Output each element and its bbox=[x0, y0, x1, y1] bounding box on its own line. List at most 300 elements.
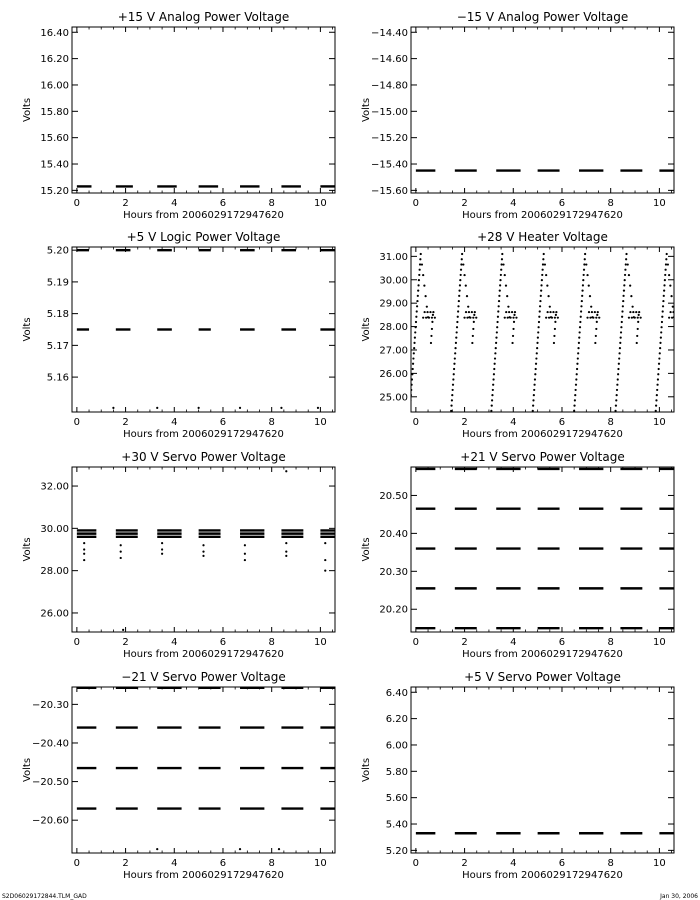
y-tick-label: 16.20 bbox=[40, 54, 69, 66]
data-point bbox=[625, 263, 627, 265]
data-point bbox=[504, 317, 506, 319]
data-point bbox=[466, 295, 468, 297]
data-point bbox=[498, 305, 500, 307]
data-point bbox=[659, 352, 661, 354]
data-point bbox=[575, 378, 577, 380]
data-point bbox=[120, 557, 122, 559]
data-point bbox=[498, 300, 500, 302]
data-point bbox=[665, 258, 667, 260]
data-point bbox=[595, 335, 597, 337]
data-point bbox=[499, 284, 501, 286]
data-point bbox=[83, 542, 85, 544]
data-series bbox=[77, 470, 335, 631]
x-tick-label: 8 bbox=[607, 858, 614, 869]
data-point bbox=[496, 321, 498, 323]
data-point bbox=[465, 285, 467, 287]
data-point bbox=[677, 328, 679, 330]
y-tick-label: 28.00 bbox=[379, 322, 408, 334]
data-point bbox=[661, 316, 663, 318]
data-point bbox=[617, 378, 619, 380]
data-point bbox=[659, 347, 661, 349]
x-tick-label: 8 bbox=[607, 637, 614, 648]
data-point bbox=[426, 311, 428, 313]
chart-panel-3 bbox=[22, 230, 335, 440]
data-point bbox=[499, 290, 501, 292]
y-tick-label: 20.30 bbox=[379, 566, 408, 578]
y-axis-label: Volts bbox=[22, 97, 33, 123]
data-point bbox=[453, 373, 455, 375]
data-point bbox=[537, 331, 539, 333]
data-point bbox=[660, 331, 662, 333]
data-point bbox=[542, 269, 544, 271]
data-point bbox=[532, 399, 534, 401]
data-point bbox=[595, 328, 597, 330]
data-point bbox=[582, 284, 584, 286]
data-point bbox=[621, 321, 623, 323]
data-point bbox=[545, 317, 547, 319]
data-point bbox=[500, 274, 502, 276]
data-point bbox=[551, 317, 553, 319]
chart-title: +15 V Analog Power Voltage bbox=[117, 10, 290, 24]
data-point bbox=[590, 306, 592, 308]
data-point bbox=[540, 295, 542, 297]
data-point bbox=[676, 335, 678, 337]
y-tick-label: 5.80 bbox=[385, 766, 408, 778]
data-point bbox=[494, 363, 496, 365]
data-point bbox=[658, 357, 660, 359]
x-tick-label: 2 bbox=[122, 198, 129, 209]
data-point bbox=[620, 337, 622, 339]
data-point bbox=[463, 274, 465, 276]
data-point bbox=[511, 342, 513, 344]
data-point bbox=[615, 399, 617, 401]
data-point bbox=[579, 326, 581, 328]
data-point bbox=[495, 342, 497, 344]
y-tick-label: 20.50 bbox=[379, 490, 408, 502]
data-point bbox=[434, 317, 436, 319]
data-point bbox=[677, 317, 679, 319]
footer-date: Jan 30, 2006 bbox=[660, 893, 698, 900]
data-point bbox=[471, 342, 473, 344]
data-point bbox=[500, 269, 502, 271]
data-point bbox=[533, 394, 535, 396]
data-series bbox=[409, 253, 682, 412]
data-point bbox=[656, 389, 658, 391]
data-point bbox=[285, 470, 287, 472]
chart-title: −15 V Analog Power Voltage bbox=[456, 10, 629, 24]
y-tick-label: 16.40 bbox=[40, 27, 69, 39]
data-point bbox=[678, 311, 680, 313]
data-point bbox=[586, 274, 588, 276]
x-tick-label: 6 bbox=[558, 637, 566, 648]
chart-panel-4 bbox=[361, 230, 682, 440]
data-point bbox=[280, 407, 282, 409]
y-tick-label: 26.00 bbox=[40, 608, 69, 620]
data-point bbox=[595, 317, 597, 319]
data-point bbox=[676, 342, 678, 344]
x-tick-label: 6 bbox=[558, 198, 566, 209]
y-tick-label: 15.40 bbox=[40, 159, 69, 171]
data-point bbox=[535, 363, 537, 365]
data-point bbox=[458, 300, 460, 302]
data-point bbox=[630, 295, 632, 297]
data-point bbox=[452, 384, 454, 386]
data-point bbox=[415, 321, 417, 323]
data-point bbox=[410, 389, 412, 391]
data-point bbox=[588, 285, 590, 287]
data-point bbox=[539, 305, 541, 307]
data-point bbox=[120, 551, 122, 553]
data-point bbox=[597, 311, 599, 313]
data-point bbox=[678, 314, 680, 316]
x-tick-label: 4 bbox=[171, 417, 178, 428]
y-tick-label: 30.00 bbox=[379, 275, 408, 287]
data-point bbox=[500, 263, 502, 265]
x-tick-label: 2 bbox=[461, 198, 468, 209]
data-point bbox=[615, 405, 617, 407]
y-tick-label: 28.00 bbox=[40, 566, 69, 578]
data-point bbox=[581, 290, 583, 292]
data-point bbox=[491, 405, 493, 407]
y-axis-label: Volts bbox=[361, 757, 372, 783]
data-point bbox=[660, 326, 662, 328]
data-point bbox=[432, 311, 434, 313]
data-point bbox=[655, 405, 657, 407]
y-tick-label: 5.19 bbox=[46, 277, 69, 289]
data-point bbox=[541, 279, 543, 281]
plot-frame bbox=[411, 687, 674, 853]
data-point bbox=[244, 559, 246, 561]
data-point bbox=[617, 368, 619, 370]
data-point bbox=[419, 263, 421, 265]
x-tick-label: 0 bbox=[73, 198, 81, 209]
data-point bbox=[665, 263, 667, 265]
data-point bbox=[555, 314, 557, 316]
data-point bbox=[533, 389, 535, 391]
data-point bbox=[598, 317, 600, 319]
data-point bbox=[422, 317, 424, 319]
data-point bbox=[618, 363, 620, 365]
data-point bbox=[669, 311, 671, 313]
plot-frame bbox=[72, 27, 335, 193]
data-point bbox=[549, 306, 551, 308]
y-axis-label: Volts bbox=[361, 317, 372, 342]
data-point bbox=[458, 290, 460, 292]
data-point bbox=[588, 311, 590, 313]
data-point bbox=[640, 317, 642, 319]
data-point bbox=[83, 548, 85, 550]
x-tick-label: 2 bbox=[122, 417, 129, 428]
data-point bbox=[493, 373, 495, 375]
data-point bbox=[419, 258, 421, 260]
data-point bbox=[456, 321, 458, 323]
data-point bbox=[542, 263, 544, 265]
data-point bbox=[589, 295, 591, 297]
data-point bbox=[425, 295, 427, 297]
x-tick-label: 0 bbox=[412, 858, 420, 869]
data-point bbox=[584, 253, 586, 255]
data-point bbox=[498, 295, 500, 297]
x-tick-label: 0 bbox=[73, 637, 81, 648]
data-point bbox=[490, 410, 492, 412]
data-point bbox=[202, 551, 204, 553]
x-tick-label: 4 bbox=[171, 637, 178, 648]
data-point bbox=[244, 553, 246, 555]
x-axis-label: Hours from 2006029172947620 bbox=[462, 210, 623, 221]
data-point bbox=[501, 258, 503, 260]
data-point bbox=[83, 559, 85, 561]
data-point bbox=[461, 253, 463, 255]
data-point bbox=[670, 295, 672, 297]
data-point bbox=[549, 311, 551, 313]
data-point bbox=[675, 311, 677, 313]
y-tick-label: 30.00 bbox=[40, 523, 69, 535]
data-point bbox=[494, 352, 496, 354]
x-axis-label: Hours from 2006029172947620 bbox=[462, 870, 623, 881]
data-point bbox=[629, 285, 631, 287]
data-point bbox=[660, 337, 662, 339]
data-point bbox=[418, 279, 420, 281]
data-point bbox=[614, 410, 616, 412]
chart-panel-8 bbox=[361, 670, 674, 881]
plot-frame bbox=[72, 687, 335, 853]
data-point bbox=[554, 317, 556, 319]
data-point bbox=[663, 284, 665, 286]
data-point bbox=[161, 542, 163, 544]
data-point bbox=[583, 263, 585, 265]
data-point bbox=[637, 321, 639, 323]
data-point bbox=[544, 263, 546, 265]
data-point bbox=[622, 305, 624, 307]
data-point bbox=[453, 363, 455, 365]
x-tick-label: 4 bbox=[510, 637, 517, 648]
data-point bbox=[413, 342, 415, 344]
data-point bbox=[512, 317, 514, 319]
data-point bbox=[581, 295, 583, 297]
data-point bbox=[496, 331, 498, 333]
x-tick-label: 10 bbox=[314, 198, 327, 209]
data-point bbox=[575, 384, 577, 386]
data-point bbox=[592, 317, 594, 319]
data-point bbox=[475, 317, 477, 319]
data-point bbox=[120, 544, 122, 546]
plot-frame bbox=[72, 467, 335, 632]
data-point bbox=[502, 263, 504, 265]
data-point bbox=[422, 274, 424, 276]
data-point bbox=[460, 263, 462, 265]
y-tick-label: −20.60 bbox=[31, 815, 69, 827]
data-point bbox=[455, 337, 457, 339]
x-tick-label: 8 bbox=[268, 858, 275, 869]
data-point bbox=[473, 321, 475, 323]
data-point bbox=[536, 352, 538, 354]
x-tick-label: 8 bbox=[268, 198, 275, 209]
data-point bbox=[495, 347, 497, 349]
data-point bbox=[497, 310, 499, 312]
data-point bbox=[541, 274, 543, 276]
y-tick-label: −20.40 bbox=[31, 738, 69, 750]
data-point bbox=[156, 848, 158, 850]
data-point bbox=[534, 378, 536, 380]
data-point bbox=[632, 311, 634, 313]
data-point bbox=[202, 555, 204, 557]
data-point bbox=[668, 317, 670, 319]
data-point bbox=[416, 300, 418, 302]
data-point bbox=[623, 290, 625, 292]
data-point bbox=[618, 352, 620, 354]
chart-panel-2 bbox=[361, 10, 674, 221]
y-tick-label: 5.17 bbox=[46, 340, 69, 352]
data-point bbox=[456, 331, 458, 333]
data-point bbox=[628, 274, 630, 276]
data-point bbox=[538, 326, 540, 328]
x-tick-label: 8 bbox=[607, 198, 614, 209]
data-point bbox=[589, 317, 591, 319]
data-point bbox=[577, 352, 579, 354]
data-point bbox=[624, 279, 626, 281]
data-point bbox=[463, 317, 465, 319]
data-point bbox=[586, 317, 588, 319]
data-point bbox=[622, 295, 624, 297]
data-point bbox=[634, 317, 636, 319]
data-point bbox=[628, 317, 630, 319]
data-point bbox=[412, 357, 414, 359]
data-point bbox=[578, 337, 580, 339]
data-point bbox=[596, 314, 598, 316]
x-tick-label: 4 bbox=[510, 417, 517, 428]
data-point bbox=[584, 258, 586, 260]
data-point bbox=[415, 326, 417, 328]
data-point bbox=[462, 263, 464, 265]
data-point bbox=[418, 274, 420, 276]
data-point bbox=[452, 378, 454, 380]
data-point bbox=[412, 363, 414, 365]
y-tick-label: 27.00 bbox=[379, 345, 408, 357]
data-point bbox=[491, 394, 493, 396]
data-point bbox=[535, 368, 537, 370]
data-point bbox=[416, 310, 418, 312]
data-point bbox=[629, 311, 631, 313]
data-point bbox=[454, 357, 456, 359]
data-point bbox=[658, 363, 660, 365]
data-point bbox=[471, 311, 473, 313]
x-tick-label: 10 bbox=[653, 637, 666, 648]
x-tick-label: 10 bbox=[653, 858, 666, 869]
data-point bbox=[553, 342, 555, 344]
y-tick-label: 32.00 bbox=[40, 481, 69, 493]
data-point bbox=[664, 279, 666, 281]
data-point bbox=[461, 258, 463, 260]
data-point bbox=[655, 399, 657, 401]
data-point bbox=[514, 311, 516, 313]
data-point bbox=[507, 306, 509, 308]
data-point bbox=[583, 269, 585, 271]
data-point bbox=[632, 306, 634, 308]
y-axis-label: Volts bbox=[22, 757, 33, 783]
data-point bbox=[285, 542, 287, 544]
y-tick-label: 15.60 bbox=[40, 133, 69, 145]
x-tick-label: 2 bbox=[461, 858, 468, 869]
chart-title: +5 V Logic Power Voltage bbox=[126, 230, 281, 244]
data-point bbox=[458, 295, 460, 297]
x-tick-label: 8 bbox=[607, 417, 614, 428]
data-point bbox=[508, 311, 510, 313]
data-point bbox=[533, 384, 535, 386]
data-point bbox=[624, 274, 626, 276]
data-point bbox=[621, 316, 623, 318]
data-point bbox=[534, 373, 536, 375]
data-point bbox=[501, 253, 503, 255]
data-point bbox=[452, 389, 454, 391]
x-axis-label: Hours from 2006029172947620 bbox=[123, 210, 284, 221]
data-point bbox=[575, 389, 577, 391]
data-point bbox=[495, 337, 497, 339]
data-point bbox=[621, 310, 623, 312]
data-point bbox=[638, 311, 640, 313]
data-point bbox=[667, 263, 669, 265]
x-tick-label: 10 bbox=[314, 417, 327, 428]
data-point bbox=[412, 368, 414, 370]
data-point bbox=[555, 311, 557, 313]
data-point bbox=[460, 269, 462, 271]
y-tick-label: 5.20 bbox=[385, 845, 408, 857]
data-point bbox=[658, 368, 660, 370]
data-point bbox=[421, 263, 423, 265]
data-point bbox=[161, 548, 163, 550]
data-point bbox=[413, 347, 415, 349]
data-point bbox=[512, 335, 514, 337]
data-point bbox=[625, 253, 627, 255]
data-point bbox=[423, 285, 425, 287]
data-point bbox=[432, 314, 434, 316]
y-tick-label: 5.18 bbox=[46, 309, 69, 321]
data-point bbox=[285, 551, 287, 553]
x-tick-label: 4 bbox=[510, 858, 517, 869]
data-point bbox=[576, 363, 578, 365]
y-tick-label: 15.80 bbox=[40, 106, 69, 118]
data-point bbox=[582, 279, 584, 281]
data-point bbox=[574, 394, 576, 396]
data-point bbox=[451, 399, 453, 401]
y-axis-label: Volts bbox=[22, 317, 33, 342]
x-tick-label: 10 bbox=[653, 417, 666, 428]
y-tick-label: 16.00 bbox=[40, 80, 69, 92]
y-tick-label: 15.20 bbox=[40, 185, 69, 197]
chart-title: −21 V Servo Power Voltage bbox=[121, 670, 286, 684]
y-tick-label: −15.20 bbox=[370, 133, 408, 145]
data-point bbox=[453, 368, 455, 370]
x-tick-label: 10 bbox=[314, 637, 327, 648]
y-tick-label: −15.00 bbox=[370, 106, 408, 118]
y-axis-label: Volts bbox=[361, 537, 372, 562]
data-point bbox=[112, 407, 114, 409]
data-point bbox=[505, 311, 507, 313]
data-point bbox=[662, 300, 664, 302]
data-point bbox=[465, 311, 467, 313]
data-point bbox=[577, 347, 579, 349]
y-axis-label: Volts bbox=[361, 97, 372, 123]
data-point bbox=[450, 410, 452, 412]
data-point bbox=[278, 848, 280, 850]
data-point bbox=[431, 321, 433, 323]
data-point bbox=[420, 253, 422, 255]
y-tick-label: 20.40 bbox=[379, 528, 408, 540]
data-point bbox=[497, 316, 499, 318]
data-point bbox=[576, 373, 578, 375]
data-point bbox=[468, 311, 470, 313]
data-point bbox=[511, 311, 513, 313]
data-point bbox=[239, 407, 241, 409]
